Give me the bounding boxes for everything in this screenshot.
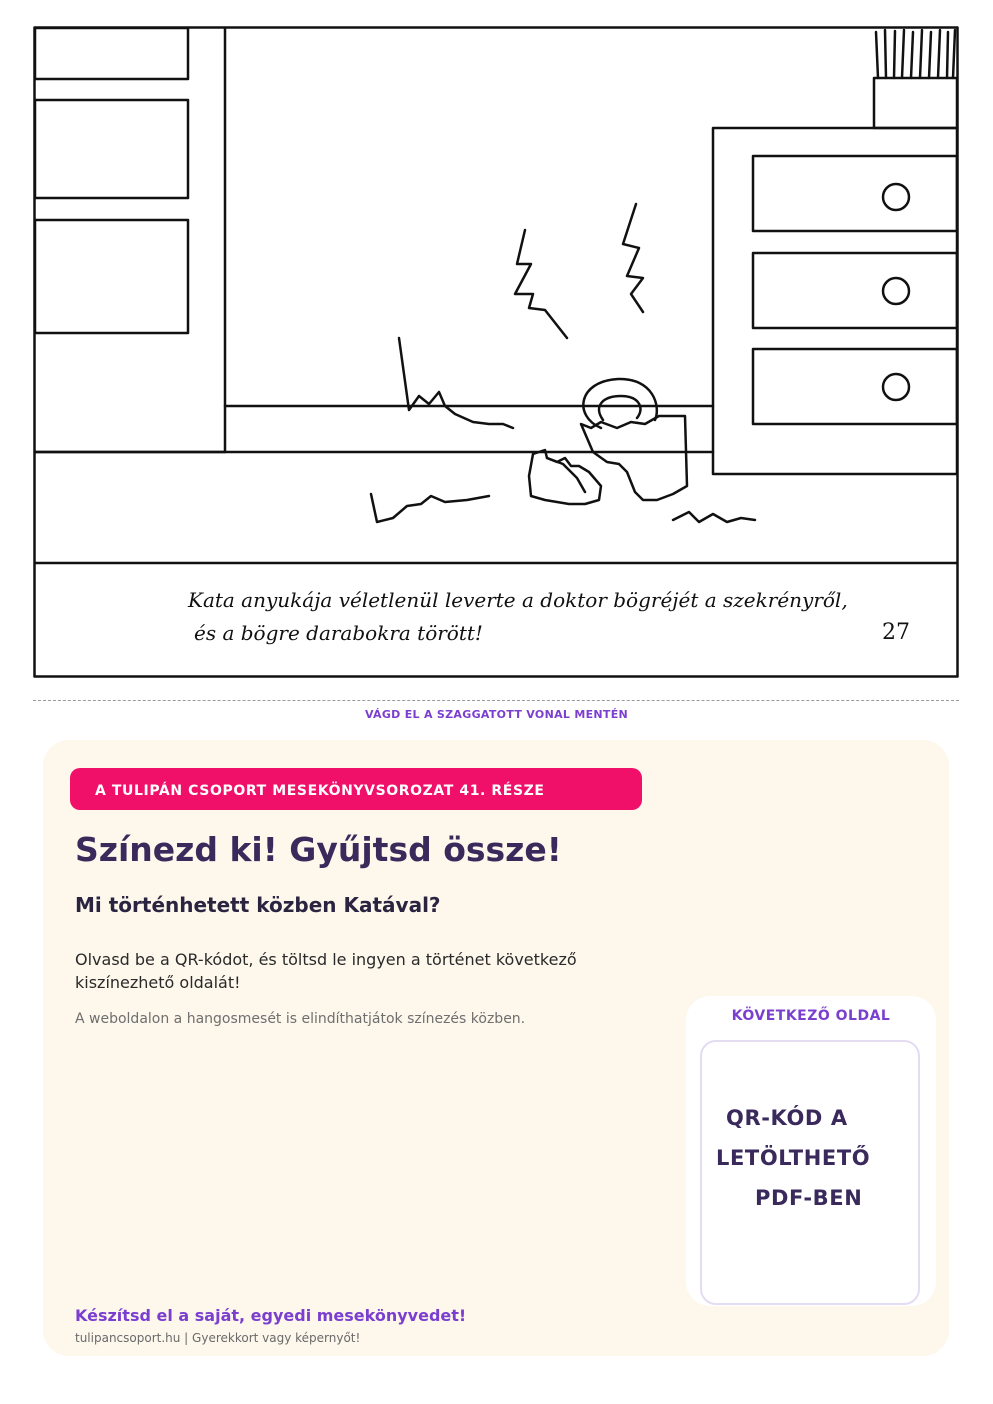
illustration-caption	[188, 584, 848, 650]
qr-placeholder-line-2: LETÖLTHETŐ	[716, 1146, 871, 1170]
cut-dashed-line	[33, 700, 959, 701]
qr-code-placeholder[interactable]	[700, 1040, 920, 1305]
card-title: Színezd ki! Gyűjtsd össze!	[75, 830, 562, 869]
series-banner: A TULIPÁN CSOPORT MESEKÖNYVSOROZAT 41. RÉSZE	[70, 768, 642, 810]
card-note: A weboldalon a hangosmesét is elindíthatjátok színezés közben.	[75, 1011, 526, 1027]
cut-instruction: VÁGD EL A SZAGGATOTT VONAL MENTÉN	[364, 708, 629, 721]
caption-line-2: és a bögre darabokra törött!	[194, 621, 483, 645]
card-subtitle: Mi történhetett közben Katával?	[75, 893, 441, 917]
qr-heading: KÖVETKEZŐ OLDAL	[731, 1008, 891, 1024]
call-to-action: Készítsd el a saját, egyedi mesekönyvedet!	[75, 1306, 467, 1325]
footer-text: tulipancsoport.hu | Gyerekkort vagy képernyőt!	[75, 1331, 361, 1345]
qr-placeholder-line-1: QR-KÓD A	[726, 1106, 848, 1130]
qr-placeholder-line-3: PDF-BEN	[755, 1186, 863, 1210]
caption-line-1: Kata anyukája véletlenül leverte a doktor bögréjét a szekrényről,	[188, 588, 848, 612]
coloring-page-illustration	[33, 26, 959, 678]
page-number: 27	[882, 620, 910, 645]
card-body-text: Olvasd be a QR-kódot, és töltsd le ingyen a történet következő kiszínezhető oldalát!	[75, 950, 577, 992]
